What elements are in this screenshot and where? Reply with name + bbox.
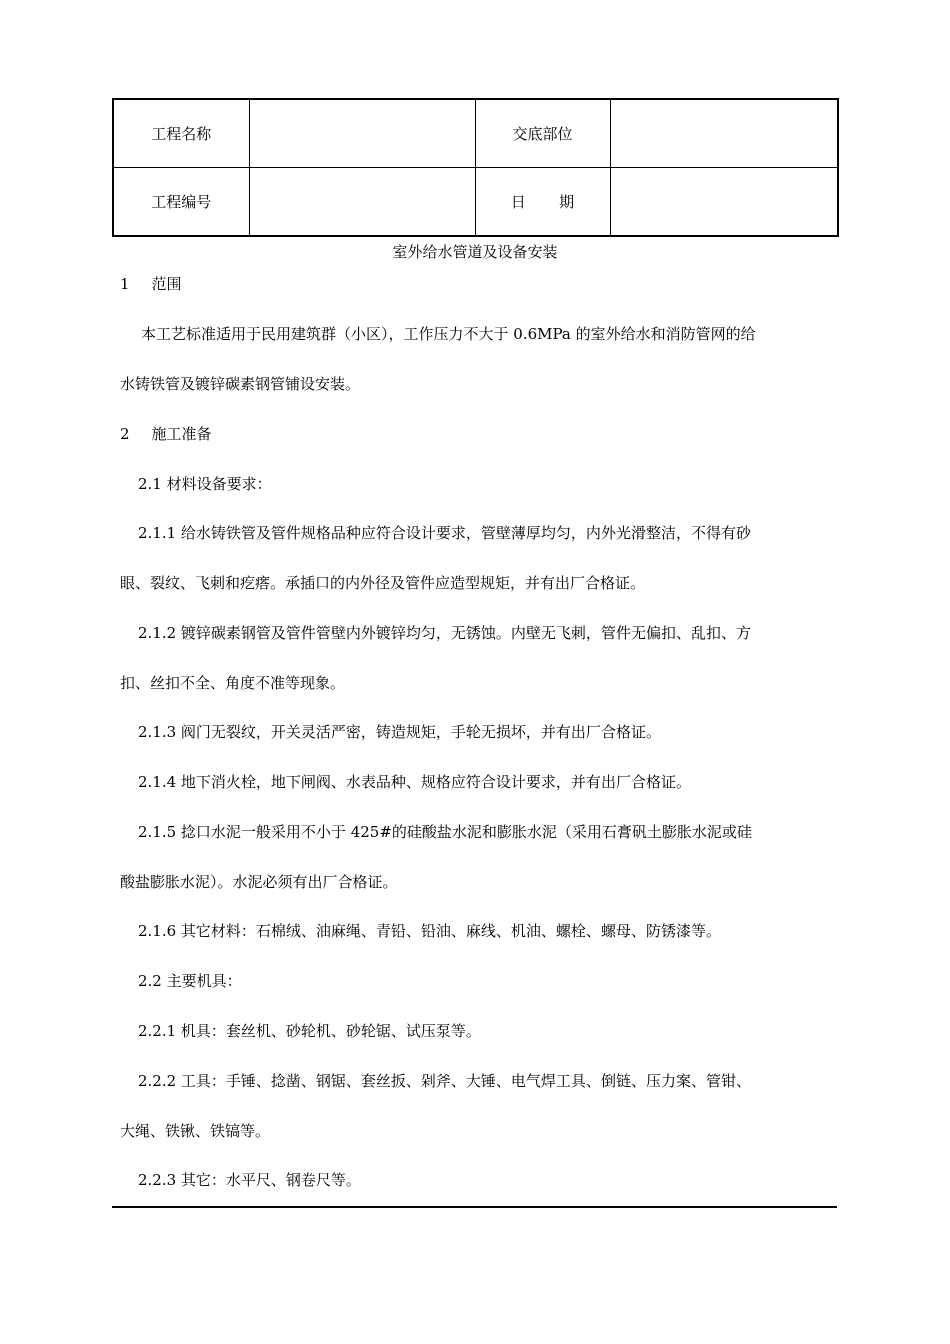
para-2-1-1-line-2: 眼、裂纹、飞刺和疙瘩。承插口的内外径及管件应造型规矩，并有出厂合格证。 [120, 574, 646, 592]
document-title: 室外给水管道及设备安装 [392, 243, 558, 261]
section-1-heading [120, 274, 840, 294]
section-2-heading [120, 424, 840, 444]
para-2-2-1: 2.2.1 机具：套丝机、砂轮机、砂轮锯、试压泵等。 [138, 1022, 481, 1040]
para-2-2: 2.2 主要机具： [138, 972, 242, 990]
para-2-1-1-line-1: 2.1.1 给水铸铁管及管件规格品种应符合设计要求，管壁薄厚均匀，内外光滑整洁，不得有砂 [138, 524, 751, 542]
header-row-1 [113, 99, 838, 168]
para-2-1-2-line-2: 扣、丝扣不全、角度不准等现象。 [120, 674, 346, 692]
section-2-number: 2 [120, 425, 130, 443]
para-2-1-4: 2.1.4 地下消火栓，地下闸阀、水表品种、规格应符合设计要求，并有出厂合格证。 [138, 773, 691, 791]
para-2-2-2-line-1: 2.2.2 工具：手锤、捻凿、钢锯、套丝扳、剁斧、大锤、电气焊工具、倒链、压力案、管钳、 [138, 1072, 751, 1090]
bottom-rule [112, 1206, 837, 1208]
date-label: 日 期 [475, 168, 610, 237]
para-2-1-6: 2.1.6 其它材料：石棉绒、油麻绳、青铅、铅油、麻线、机油、螺栓、螺母、防锈漆等。 [138, 922, 721, 940]
section-1-para-line-1: 本工艺标准适用于民用建筑群（小区），工作压力不大于 0.6MPa 的室外给水和消防管网的给 [141, 325, 756, 343]
handover-part-value [610, 99, 838, 168]
handover-part-label: 交底部位 [475, 99, 610, 168]
project-no-value [249, 168, 475, 237]
para-2-1-3: 2.1.3 阀门无裂纹，开关灵活严密，铸造规矩，手轮无损坏，并有出厂合格证。 [138, 723, 661, 741]
section-1-title: 范围 [151, 275, 182, 293]
para-2-1-5-line-2: 酸盐膨胀水泥）。水泥必须有出厂合格证。 [120, 873, 398, 891]
para-2-2-3: 2.2.3 其它：水平尺、钢卷尺等。 [138, 1171, 361, 1189]
header-info-table [112, 98, 839, 237]
project-no-label: 工程编号 [113, 168, 249, 237]
section-2-title: 施工准备 [151, 425, 212, 443]
para-2-1: 2.1 材料设备要求： [138, 475, 272, 493]
para-2-1-2-line-1: 2.1.2 镀锌碳素钢管及管件管壁内外镀锌均匀，无锈蚀。内壁无飞刺，管件无偏扣、乱扣、方 [138, 624, 751, 642]
section-1-para-line-2: 水铸铁管及镀锌碳素钢管铺设安装。 [120, 375, 361, 393]
date-value [610, 168, 838, 237]
project-name-value [249, 99, 475, 168]
para-2-1-5-line-1: 2.1.5 捻口水泥一般采用不小于 425#的硅酸盐水泥和膨胀水泥（采用石膏矾土膨胀水泥或硅 [138, 823, 752, 841]
header-row-2 [113, 168, 838, 237]
project-name-label: 工程名称 [113, 99, 249, 168]
para-2-2-2-line-2: 大绳、铁锹、铁镐等。 [120, 1122, 271, 1140]
section-1-number: 1 [120, 275, 130, 293]
